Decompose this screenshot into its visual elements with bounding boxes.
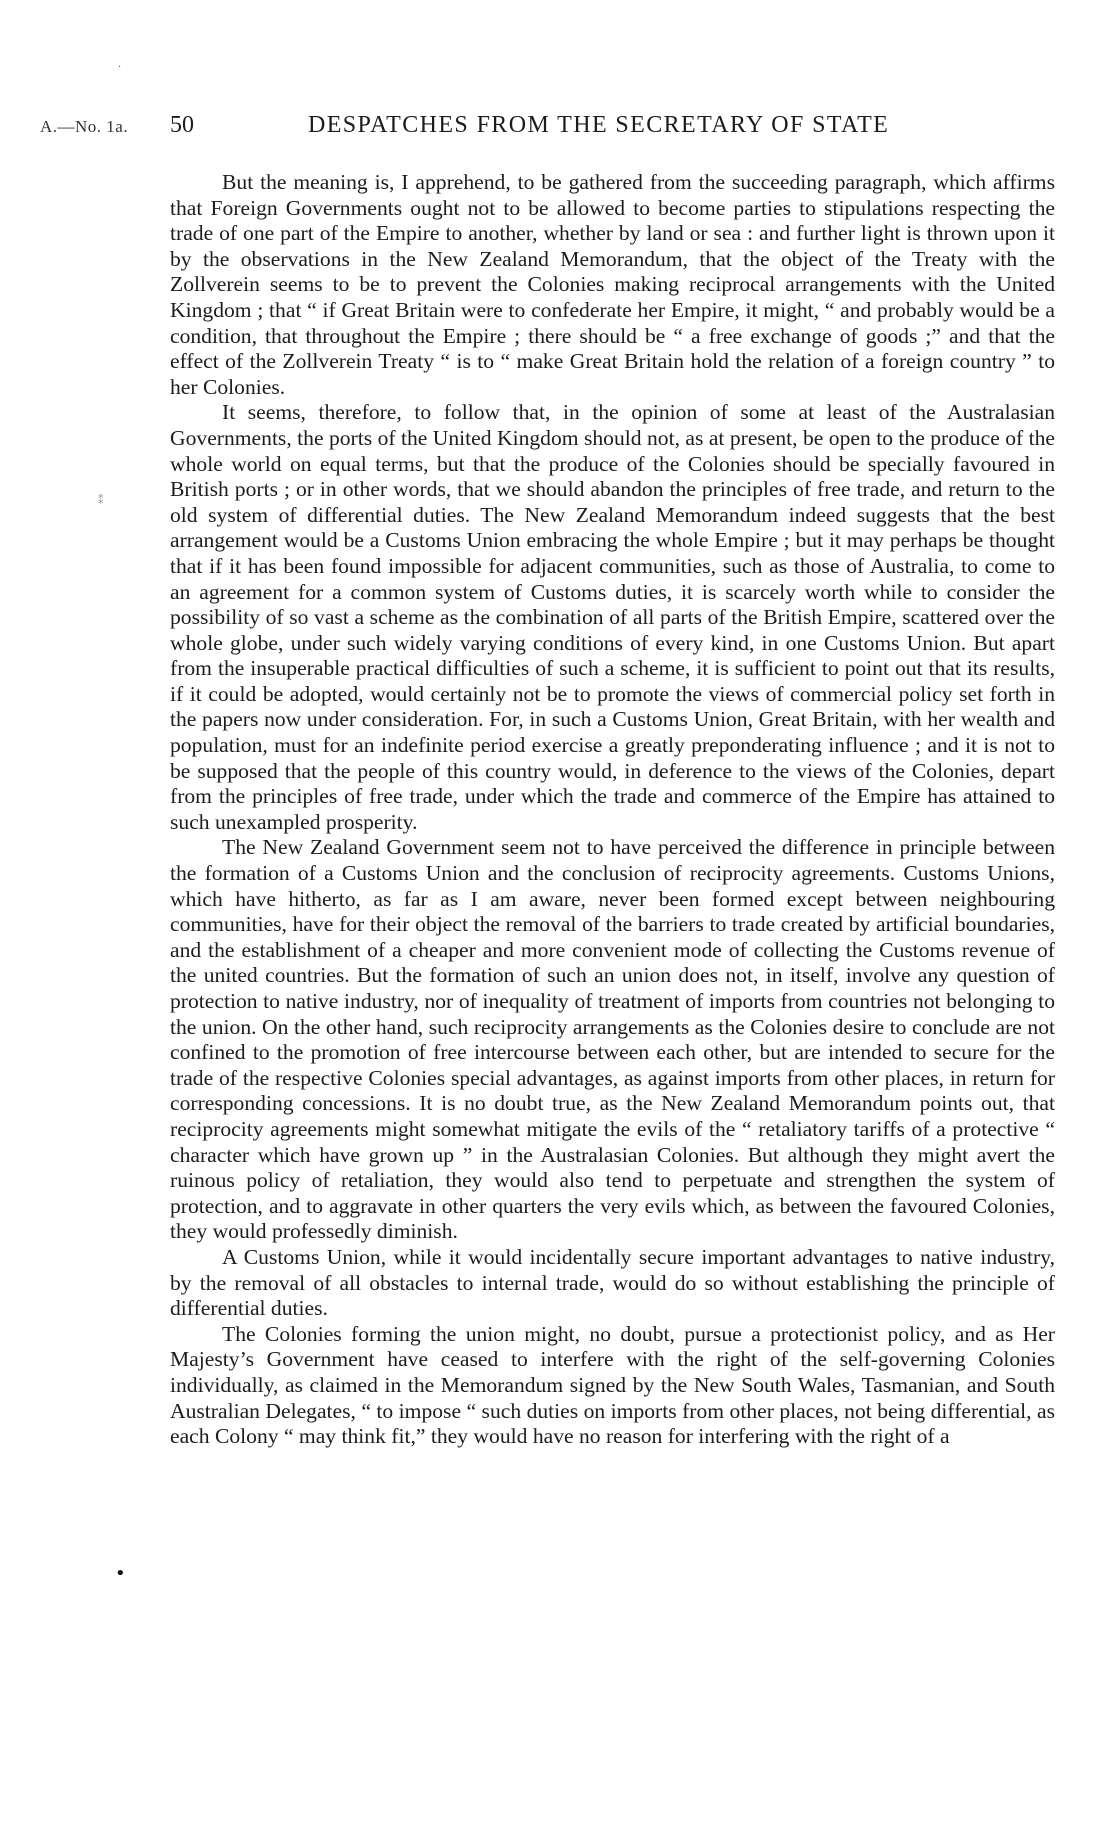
- paragraph: The Colonies forming the union might, no doubt, pursue a protectionist policy, and as Her Majesty’s Government have ceased to interfere with the right of the self-governing Colonies individually, as claimed in the Memorandum signed by the New South Wales, Tasmanian, and South Australian Delegates, “ to impose “ such duties on imports from other places, not being differential, as each Colony “ may think fit,” they would have no reason for interfering with the right of a: [170, 1321, 1055, 1449]
- paragraph: A Customs Union, while it would incidentally secure important advantages to native industry, by the removal of all obstacles to internal trade, would do so without establishing the principle of differential duties.: [170, 1244, 1055, 1321]
- running-title: DESPATCHES FROM THE SECRETARY OF STATE: [308, 112, 890, 138]
- page-number: 50: [170, 112, 194, 138]
- document-reference: A.—No. 1a.: [40, 117, 129, 136]
- document-body: [170, 170, 1055, 1450]
- paragraph: The New Zealand Government seem not to have perceived the difference in principle between the formation of a Customs Union and the conclusion of reciprocity agreements. Customs Unions, which have hitherto, as far as I am aware, never been formed except between neighbouring communities, have for their object the removal of the barriers to trade created by artificial boundaries, and the establishment of a cheaper and more convenient mode of collecting the Customs revenue of the united countries. But the formation of such an union does not, in itself, involve any question of protection to native industry, nor of inequality of treatment of imports from countries not belonging to the union. On the other hand, such reciprocity arrangements as the Colonies desire to conclude are not confined to the promotion of free intercourse between each other, but are intended to secure for the trade of the respective Colonies special advantages, as against imports from other places, in return for corresponding concessions. It is no doubt true, as the New Zealand Memorandum points out, that reciprocity agreements might somewhat mitigate the evils of the “ retaliatory tariffs of a protective “ character which have grown up ” in the Australasian Colonies. But although they might avert the ruinous policy of retaliation, they would also tend to perpetuate and strengthen the system of protection, and to aggravate in other quarters the very evils which, as between the favoured Colonies, they would professedly diminish.: [170, 835, 1055, 1244]
- scan-speck: ·: [118, 62, 122, 73]
- paragraph: But the meaning is, I apprehend, to be gathered from the succeeding paragraph, which affirms that Foreign Governments ought not to be allowed to become parties to stipulations respecting the trade of one part of the Empire to another, whether by land or sea : and further light is thrown upon it by the observations in the New Zealand Memorandum, that the object of the Treaty with the Zollverein seems to be to prevent the Colonies making reciprocal arrangements with the United Kingdom ; that “ if Great Britain were to confederate her Empire, it might, “ and probably would be a condition, that throughout the Empire ; there should be “ a free exchange of goods ;” and that the effect of the Zollverein Treaty “ is to “ make Great Britain hold the relation of a foreign country ” to her Colonies.: [170, 170, 1055, 399]
- scan-speck: •: [115, 1563, 126, 1584]
- page-header: [40, 112, 1060, 144]
- scan-speck: ⁑: [98, 494, 104, 507]
- paragraph: It seems, therefore, to follow that, in the opinion of some at least of the Australasian Governments, the ports of the United Kingdom should not, as at present, be open to the produce of the whole world on equal terms, but that the produce of the Colonies should be specially favoured in British ports ; or in other words, that we should abandon the principles of free trade, and return to the old system of differential duties. The New Zealand Memorandum indeed suggests that the best arrangement would be a Customs Union embracing the whole Empire ; but it may perhaps be thought that if it has been found impossible for adjacent communities, such as those of Australia, to come to an agreement for a common system of Customs duties, it is scarcely worth while to consider the possibility of so vast a scheme as the combination of all parts of the British Empire, scattered over the whole globe, under such widely varying conditions of every kind, in one Customs Union. But apart from the insuperable practical difficulties of such a scheme, it is sufficient to point out that its results, if it could be adopted, would certainly not be to promote the views of commercial policy set forth in the papers now under consideration. For, in such a Customs Union, Great Britain, with her wealth and population, must for an indefinite period exercise a greatly preponderating influence ; and it is not to be supposed that the people of this country would, in deference to the views of the Colonies, depart from the principles of free trade, under which the trade and commerce of the Empire has attained to such unexampled prosperity.: [170, 400, 1055, 834]
